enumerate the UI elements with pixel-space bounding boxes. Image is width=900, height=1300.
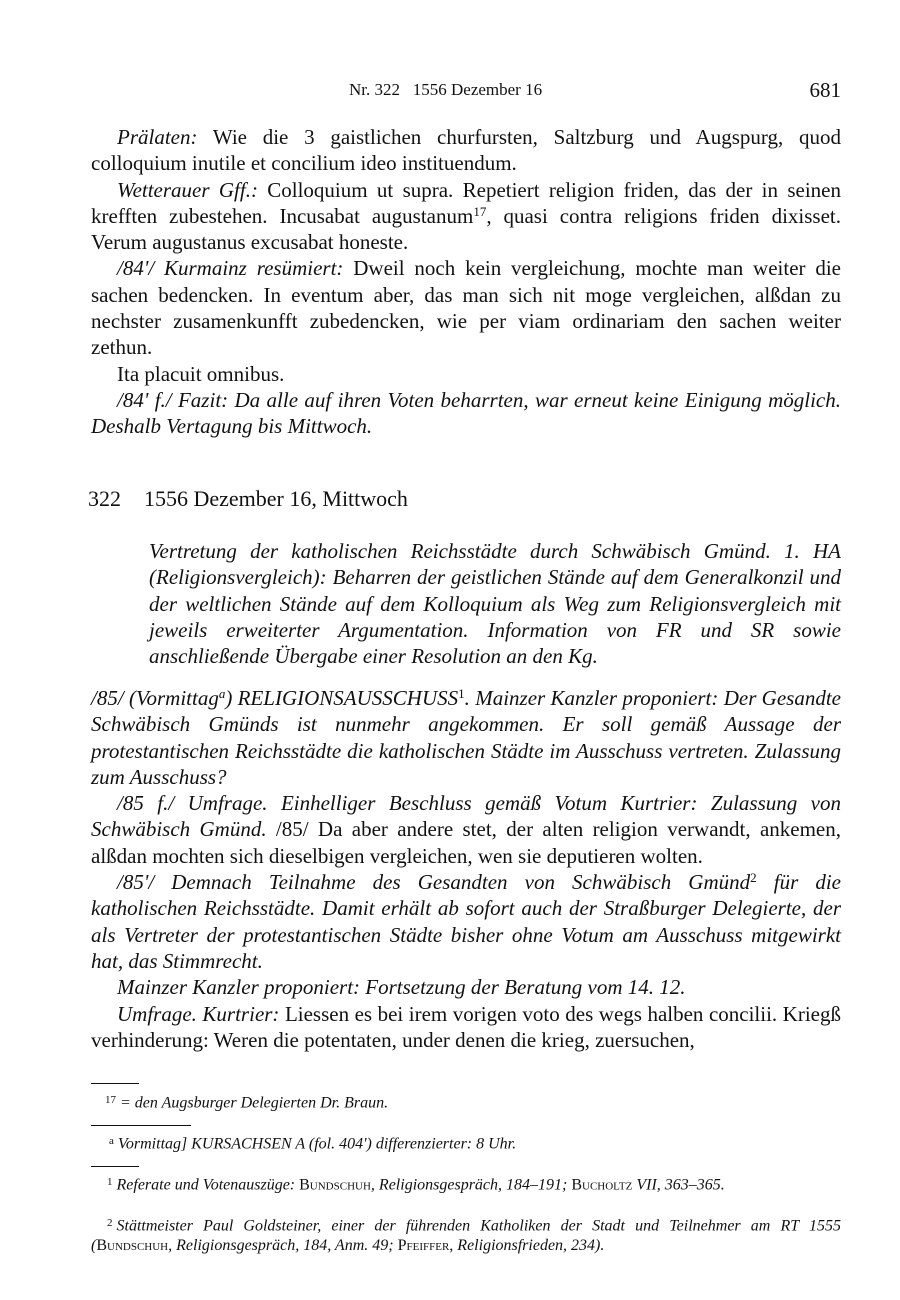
footnote-text: VII, 363–365. — [632, 1176, 725, 1194]
footnote-mark: 17 — [105, 1094, 116, 1106]
footnote-rule — [91, 1166, 139, 1167]
paragraph-text: Wie die 3 gaistlichen churfursten, Saltzburg und Augspurg, quod colloquium inutile et concilium ideo instituendum. — [91, 125, 841, 176]
footnote-text: Referate und Votenauszüge: — [116, 1176, 300, 1194]
footnote-text: Stättmeister Paul Goldsteiner, einer der führenden Katholiken der Stadt und Teilnehmer am RT 1555 ( — [91, 1217, 841, 1255]
footnote-17 — [91, 1090, 841, 1113]
speaker-label: Prälaten: — [117, 125, 198, 149]
footnote-mark: 1 — [107, 1176, 113, 1188]
speaker-label: Wetterauer Gff.: — [117, 177, 258, 202]
footnote-mark: a — [109, 1135, 114, 1147]
footnote-a — [91, 1131, 841, 1154]
paragraph-teilnahme — [91, 869, 841, 974]
paragraph-fazit: /84' f./ Fazit: Da alle auf ihren Voten beharrten, war erneut keine Einigung möglich. Deshalb Vertagung bis Mittwoch. — [91, 387, 841, 439]
document-date-title: 1556 Dezember 16, Mittwoch — [144, 486, 408, 511]
author-name: Bundschuh — [299, 1176, 371, 1194]
paragraph-text: /85/ (Vormittag — [91, 686, 219, 710]
paragraph-text: Liessen es bei irem vorigen voto des wegs halben concilii. Kriegß verhinderung: Weren die potentaten, under denen die krieg, zuersuchen, — [91, 1001, 842, 1052]
author-name: Bucholtz — [571, 1176, 633, 1194]
footnote-text: = den Augsburger Delegierten Dr. Braun. — [120, 1094, 389, 1112]
author-name: Pfeiffer — [397, 1237, 450, 1255]
footnote-ref-17[interactable]: 17 — [473, 203, 487, 219]
paragraph-kurtrier — [91, 1001, 841, 1054]
paragraph-text: Dweil noch kein vergleichung, mochte man weiter die sachen bedencken. In eventum aber, das man sich nit moge vergleichen, alßdan zu nechster zusamenkunfft zubedencken, wie per viam ordinariam den sachen weiter zethun. — [91, 256, 842, 360]
paragraph-text: Colloquium ut supra. Repetiert religion friden, das der in seinen krefften zubestehen. Incusabat augustanum — [91, 177, 841, 228]
footnote-2 — [91, 1213, 841, 1256]
document-body — [91, 685, 841, 1053]
paragraph-kurmainz — [91, 255, 841, 360]
paragraph-text: . Mainzer Kanzler proponiert: Der Gesandte Schwäbisch Gmünds ist nunmehr angekommen. Er soll gemäß Aussage der protestantischen Reichsstädte die katholischen Städte im Ausschuss vertreten. Zulassung zum Ausschuss? — [91, 686, 841, 789]
paragraph-text: ) RELIGIONSAUSSCHUSS — [225, 686, 459, 710]
footnote-text: Vormittag] KURSACHSEN A (fol. 404') differenzierter: 8 Uhr. — [117, 1135, 517, 1153]
page-number: 681 — [809, 78, 841, 102]
paragraph-praelaten — [91, 124, 841, 177]
footnote-rule — [91, 1083, 139, 1084]
footnote-ref-a[interactable]: a — [218, 685, 226, 701]
footnote-rule — [91, 1125, 191, 1126]
paragraph-mainzer-kanzler: Mainzer Kanzler proponiert: Fortsetzung der Beratung vom 14. 12. — [117, 975, 686, 1000]
paragraph-italic-text: /85 f./ Umfrage. Einhelliger Beschluss gemäß Votum Kurtrier: Zulassung von Schwäbisch Gmünd. — [91, 791, 841, 842]
paragraph-text: /85/ Da aber andere stet, der alten religion verwandt, ankemen, alßdan mochten sich dieselbigen vergleichen, wen sie deputieren wolten. — [91, 817, 841, 868]
speaker-label: Umfrage. Kurtrier: — [117, 1001, 280, 1026]
paragraph-umfrage-zulassung — [91, 790, 841, 869]
footnote-1 — [91, 1172, 841, 1195]
paragraph-religionsausschuss — [91, 685, 841, 790]
paragraph-ita-placuit: Ita placuit omnibus. — [117, 361, 285, 386]
footnote-mark: 2 — [107, 1217, 113, 1229]
document-number: 322 — [88, 486, 121, 511]
footnote-text: , Religionsgespräch, 184, Anm. 49; — [168, 1237, 398, 1255]
previous-document-section — [91, 124, 841, 440]
footnote-text: , Religionsgespräch, 184–191; — [370, 1176, 572, 1194]
paragraph-text: für die katholischen Reichsstädte. Damit erhält ab sofort auch der Straßburger Delegierte, der als Vertreter der protestantischen Städte bisher ohne Votum am Ausschuss mitgewirkt hat, das Stimmrecht. — [91, 870, 841, 973]
running-head-title: Nr. 322 1556 Dezember 16 — [349, 80, 543, 99]
document-regest: Vertretung der katholischen Reichsstädte durch Schwäbisch Gmünd. 1. HA (Religionsvergleich): Beharren der geistlichen Stände auf dem Generalkonzil und der weltlichen Stände auf dem Kolloquium als Weg zum Religionsvergleich mit jeweils erweiterter Argumentation. Information von FR und SR sowie anschließende Übergabe einer Resolution an den Kg. — [149, 539, 841, 669]
paragraph-wetterauer — [91, 177, 841, 256]
running-head — [91, 78, 841, 104]
document-heading — [88, 486, 838, 512]
footnote-ref-2[interactable]: 2 — [750, 869, 757, 885]
speaker-label: /84'/ Kurmainz resümiert: — [117, 256, 344, 281]
paragraph-text: /85'/ Demnach Teilnahme des Gesandten von Schwäbisch Gmünd — [117, 870, 751, 895]
footnote-text: , Religionsfrieden, 234). — [449, 1237, 605, 1255]
author-name: Bundschuh — [96, 1237, 169, 1255]
footnote-ref-1[interactable]: 1 — [458, 685, 465, 701]
paragraph-text: , quasi contra religions friden dixisset. Verum augustanus excusabat honeste. — [91, 203, 841, 255]
